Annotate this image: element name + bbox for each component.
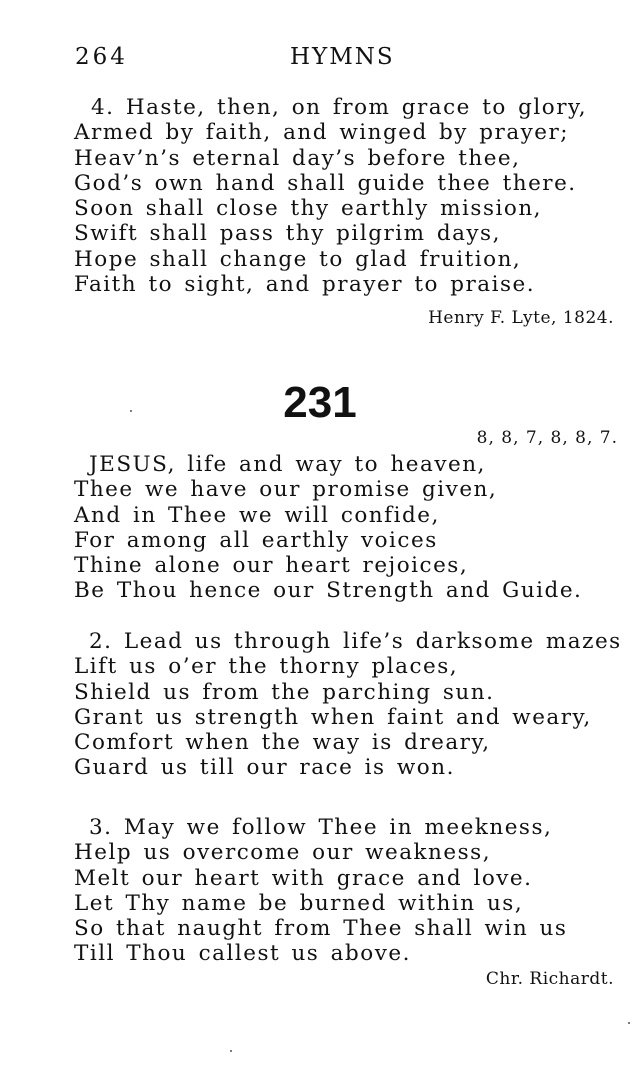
stanza-line: Grant us strength when faint and weary, bbox=[74, 704, 592, 730]
hymn-author: Chr. Richardt. bbox=[485, 969, 614, 989]
stanza-line: 2. Lead us through life’s darksome mazes bbox=[89, 629, 622, 654]
hymn-stanza-1 bbox=[74, 452, 582, 604]
stanza-line: God’s own hand shall guide thee there. bbox=[74, 170, 577, 196]
stanza-line: Soon shall close thy earthly mission, bbox=[74, 196, 542, 222]
hymn-number: 231 bbox=[283, 378, 357, 427]
stanza-line: And in Thee we will confide, bbox=[74, 502, 440, 528]
stanza-line: Lift us o’er the thorny places, bbox=[74, 654, 459, 680]
stanza-line: 3. May we follow Thee in meekness, bbox=[89, 815, 553, 840]
stanza-line: Heav’n’s eternal day’s before thee, bbox=[74, 145, 521, 171]
stanza-line: Comfort when the way is dreary, bbox=[74, 730, 491, 756]
print-speck bbox=[230, 1050, 232, 1052]
stanza-line: Thee we have our promise given, bbox=[74, 477, 498, 503]
print-speck bbox=[130, 410, 132, 412]
stanza-line: Armed by faith, and winged by prayer; bbox=[74, 120, 570, 146]
previous-hymn-stanza-4 bbox=[74, 95, 587, 297]
stanza-line: Let Thy name be burned within us, bbox=[74, 890, 524, 916]
previous-hymn-author: Henry F. Lyte, 1824. bbox=[428, 308, 614, 328]
hymn-stanza-3 bbox=[74, 815, 567, 967]
stanza-line: Hope shall change to glad fruition, bbox=[74, 246, 522, 272]
stanza-line: So that naught from Thee shall win us bbox=[74, 916, 568, 942]
stanza-line: 4. Haste, then, on from grace to glory, bbox=[91, 95, 588, 120]
stanza-line: Be Thou hence our Strength and Guide. bbox=[74, 578, 583, 604]
stanza-line: Guard us till our race is won. bbox=[74, 755, 455, 781]
running-head: HYMNS bbox=[290, 44, 395, 70]
stanza-line: Shield us from the parching sun. bbox=[74, 679, 495, 705]
stanza-line: For among all earthly voices bbox=[74, 527, 438, 553]
page-number: 264 bbox=[75, 44, 128, 70]
stanza-line: Thine alone our heart rejoices, bbox=[74, 553, 469, 579]
stanza-line: Till Thou callest us above. bbox=[74, 941, 411, 967]
stanza-line: Help us overcome our weakness, bbox=[74, 840, 492, 866]
stanza-line: JESUS, life and way to heaven, bbox=[89, 452, 486, 477]
print-speck bbox=[628, 1022, 630, 1024]
hymn-stanza-2 bbox=[74, 629, 622, 781]
stanza-line: Faith to sight, and prayer to praise. bbox=[74, 272, 536, 298]
hymn-meter: 8, 8, 7, 8, 8, 7. bbox=[476, 428, 618, 448]
stanza-line: Swift shall pass thy pilgrim days, bbox=[74, 221, 501, 247]
stanza-line: Melt our heart with grace and love. bbox=[74, 865, 533, 891]
